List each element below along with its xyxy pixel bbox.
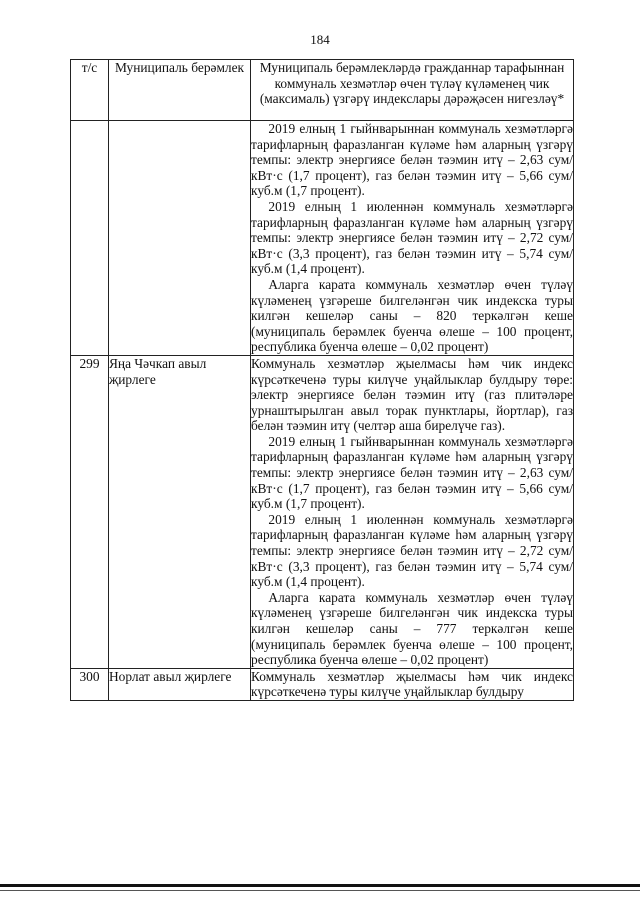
cell-municipality-empty xyxy=(109,121,251,356)
header-municipality: Муниципаль берәмлек xyxy=(109,60,251,121)
table-header-row xyxy=(71,60,574,121)
paragraph: Аларга карата коммуналь хезмәтләр өчен түләү күләменең үзгәреше билгеләнгән чик индекска туры килгән кешеләр саны – 777 теркәлгән кеше (муниципаль берәмлек буенча өлеше – 100 процент, республика буенча өлеше – 0,02 процент) xyxy=(251,589,573,668)
cell-justification xyxy=(251,121,574,356)
page-bottom-rule xyxy=(0,884,640,887)
paragraph: Аларга карата коммуналь хезмәтләр өчен түләү күләменең үзгәреше билгеләнгән чик индекска туры килгән кешеләр саны – 820 теркәлгән кеше (муниципаль берәмлек буенча өлеше – 100 процент, республика буенча өлеше – 0,02 процент) xyxy=(251,276,573,355)
page-bottom-rule-thin xyxy=(0,890,640,891)
page-number: 184 xyxy=(310,32,330,47)
cell-num-empty xyxy=(71,121,109,356)
cell-justification xyxy=(251,355,574,668)
table-row-300 xyxy=(71,668,574,700)
paragraph: Коммуналь хезмәтләр җыелмасы һәм чик индекс күрсәткеченә туры килүче уңайлыклар булдыру төре: электр энергиясе белән тәэмин итү (газ плитәләре урнаштырылган авыл торак пунктлары, йортлар), газ белән тәэмин итү (челтәр аша бирелүче газ). xyxy=(251,355,573,434)
paragraph: Коммуналь хезмәтләр җыелмасы һәм чик индекс күрсәткеченә туры килүче уңайлыклар булдыру xyxy=(251,668,573,700)
header-num: т/с xyxy=(71,60,109,121)
paragraph: 2019 елның 1 гыйнварыннан коммуналь хезмәтләргә тарифларның фаразланган күләме һәм аларның үзгәрү темпы: электр энергиясе белән тәэмин итү – 2,63 сум/кВт·с (1,7 процент), газ белән тәэмин итү – 5,66 сум/куб.м (1,7 процент). xyxy=(251,121,573,199)
cell-justification xyxy=(251,668,574,700)
paragraph: 2019 елның 1 гыйнварыннан коммуналь хезмәтләргә тарифларның фаразланган күләме һәм аларның үзгәрү темпы: электр энергиясе белән тәэмин итү – 2,63 сум/кВт·с (1,7 процент), газ белән тәэмин итү – 5,66 сум/куб.м (1,7 процент). xyxy=(251,433,573,512)
header-index-justification: Муниципаль берәмлекләрдә гражданнар тарафыннан коммуналь хезмәтләр өчен түләү күләменең чик (максималь) үзгәрү индекслары дәрәҗәсен нигезләү* xyxy=(251,60,574,121)
cell-num: 299 xyxy=(71,355,109,668)
cell-municipality: Яңа Чәчкап авыл җирлеге xyxy=(109,355,251,668)
table-row-continued xyxy=(71,121,574,356)
tariff-index-table xyxy=(70,59,574,701)
cell-num: 300 xyxy=(71,668,109,700)
paragraph: 2019 елның 1 июленнән коммуналь хезмәтләргә тарифларның фаразланган күләме һәм аларның үзгәрү темпы: электр энергиясе белән тәэмин итү – 2,72 сум/кВт·с (3,3 процент), газ белән тәэмин итү – 5,74 сум/куб.м (1,4 процент). xyxy=(251,198,573,277)
cell-municipality: Норлат авыл җирлеге xyxy=(109,668,251,700)
paragraph: 2019 елның 1 июленнән коммуналь хезмәтләргә тарифларның фаразланган күләме һәм аларның үзгәрү темпы: электр энергиясе белән тәэмин итү – 2,72 сум/кВт·с (3,3 процент), газ белән тәэмин итү – 5,74 сум/куб.м (1,4 процент). xyxy=(251,511,573,590)
table-row-299 xyxy=(71,355,574,668)
